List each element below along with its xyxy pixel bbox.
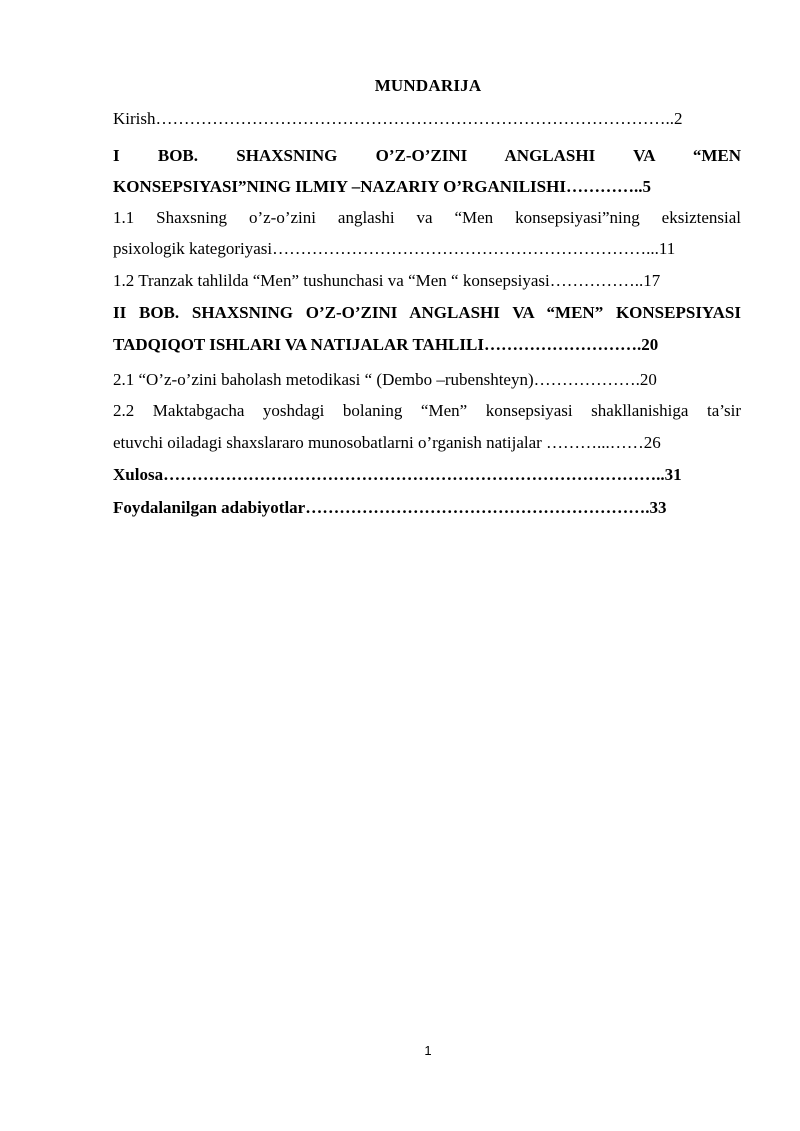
toc-entry-section-1-1-line-1: 1.1 Shaxsning o’z-o’zini anglashi va “Men konsepsiyasi”ning eksiztensial [113,208,741,227]
toc-entry-section-2-1: 2.1 “O’z-o’zini baholash metodikasi “ (Dembo –rubenshteyn)……………….20 [113,370,657,389]
toc-entry-section-2-2-line-2: etuvchi oiladagi shaxslararo munosobatlarni o’rganish natijalar ………...……26 [113,433,661,452]
page-title: MUNDARIJA [374,76,482,95]
toc-entry-kirish [113,108,741,130]
toc-entry-chapter-1-line-1: I BOB. SHAXSNING O’Z-O’ZINI ANGLASHI VA “MEN [113,146,741,165]
page-number: 1 [424,1043,432,1058]
toc-entry-section-2-2-line-1: 2.2 Maktabgacha yoshdagi bolaning “Men” konsepsiyasi shakllanishiga ta’sir [113,401,741,420]
toc-entry-chapter-2-line-2: TADQIQOT ISHLARI VA NATIJALAR TAHLILI……………………….20 [113,335,659,354]
toc-entry-section-1-2: 1.2 Tranzak tahlilda “Men” tushunchasi va “Men “ konsepsiyasi……………..17 [113,271,661,290]
toc-entry-chapter-1-line-2: KONSEPSIYASI”NING ILMIY –NAZARIY O’RGANILISHI…………..5 [113,177,651,196]
toc-entry-section-1-1-line-2: psixologik kategoriyasi…………………………………………………………...11 [113,239,676,258]
toc-label: Kirish………………………………………………………………………………..2 [113,109,683,128]
toc-entry-adabiyotlar: Foydalanilgan adabiyotlar…………………………………………………….33 [113,498,667,517]
toc-entry-chapter-2-line-1: II BOB. SHAXSNING O’Z-O’ZINI ANGLASHI VA “MEN” KONSEPSIYASI [113,303,741,322]
toc-entry-xulosa: Xulosa……………………………………………………………………………..31 [113,465,682,484]
